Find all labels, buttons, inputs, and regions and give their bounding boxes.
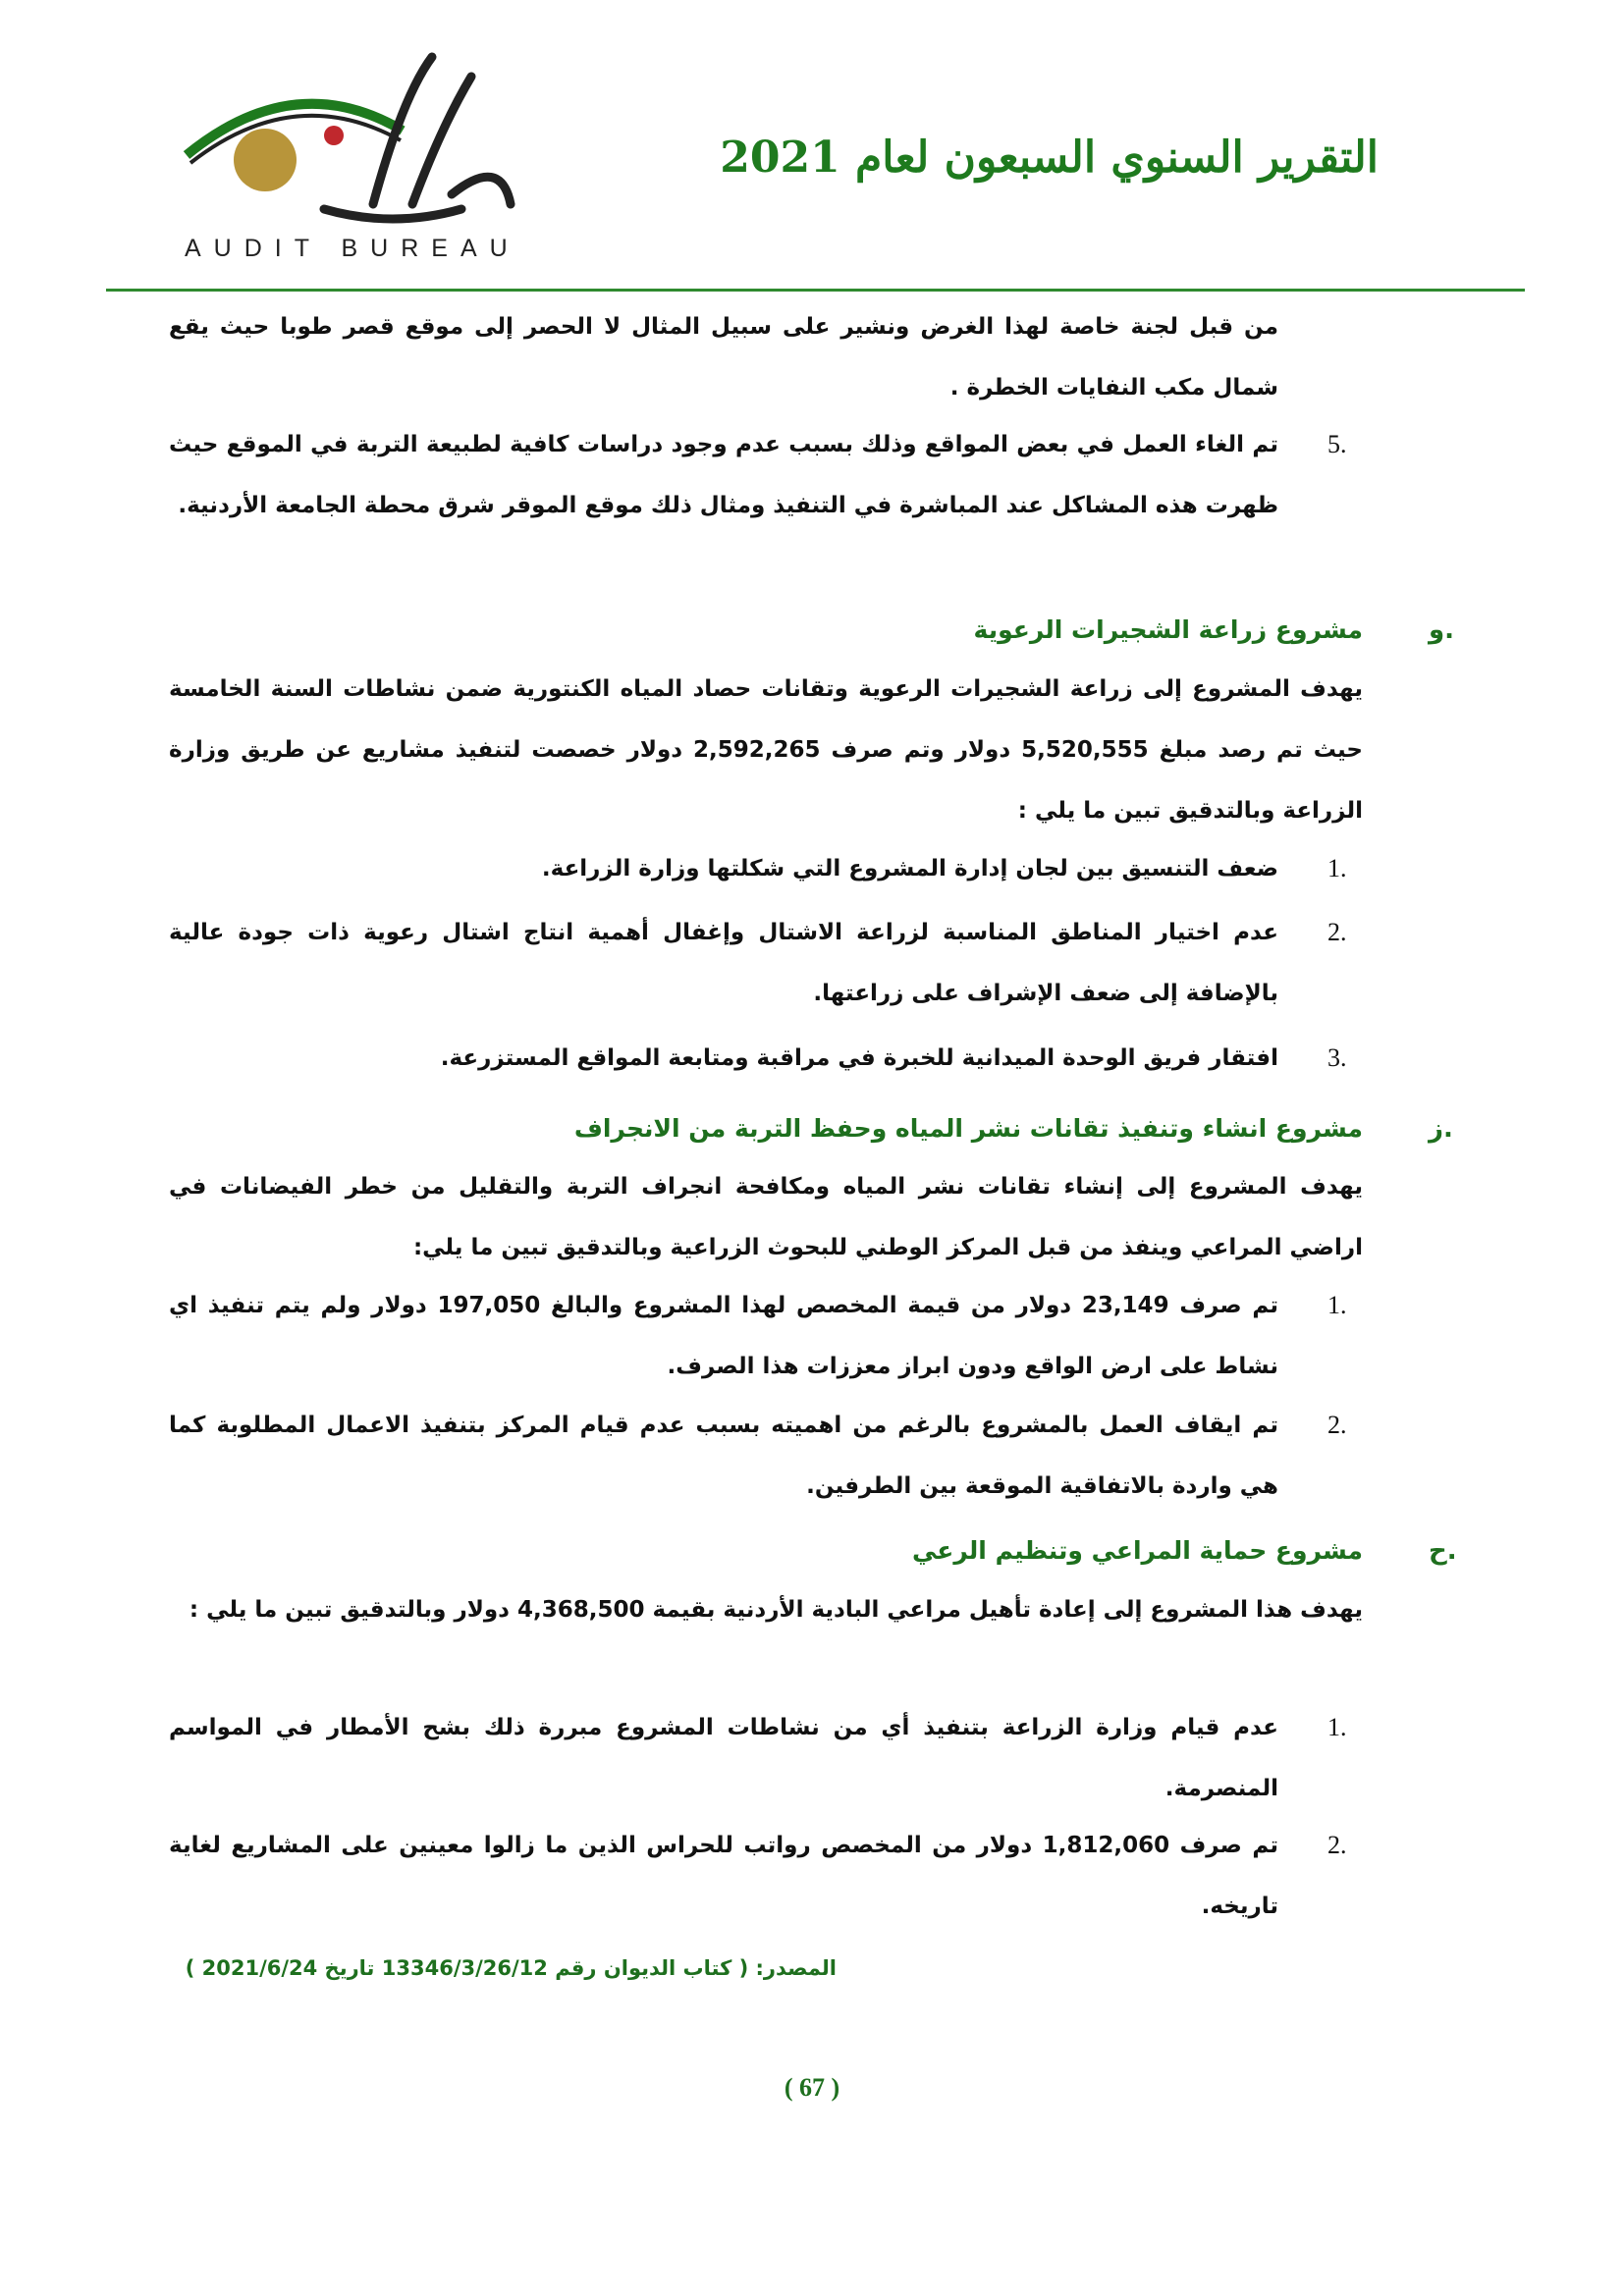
list-item: تم صرف 1,812,060 دولار من المخصص رواتب للحراس الذين ما زالوا معينين على المشاريع لغاية تاريخه. (169, 1833, 1278, 1919)
list-number: 2. (1327, 918, 1347, 946)
section-paragraph: يهدف المشروع إلى زراعة الشجيرات الرعوية وتقانات حصاد المياه الكنتورية ضمن نشاطات السنة الخامسة حيث تم رصد مبلغ 5,520,555 دولار وتم صرف 2,592,265 دولار خصصت لتنفيذ مشاريع عن طريق وزارة الزراعة وبالتدقيق تبين ما يلي : (169, 676, 1364, 824)
section-paragraph: يهدف هذا المشروع إلى إعادة تأهيل مراعي البادية الأردنية بقيمة 4,368,500 دولار وبالتدقيق تبين ما يلي : (189, 1597, 1363, 1623)
list-item: تم ايقاف العمل بالمشروع بالرغم من اهميته بسبب عدم قيام المركز بتنفيذ الاعمال المطلوبة كما هي واردة بالاتفاقية الموقعة بين الطرفين. (169, 1413, 1278, 1499)
list-item: افتقار فريق الوحدة الميدانية للخبرة في مراقبة ومتابعة المواقع المستزرعة. (440, 1045, 1278, 1071)
list-item: عدم قيام وزارة الزراعة بتنفيذ أي من نشاطات المشروع مبررة ذلك بشح الأمطار في المواسم المنصرمة. (169, 1715, 1278, 1801)
list-item: عدم اختيار المناطق المناسبة لزراعة الاشتال وإغفال أهمية انتاج اشتال رعوية ذات جودة عالية بالإضافة إلى ضعف الإشراف على زراعتها. (169, 920, 1278, 1006)
list-number: 1. (1327, 854, 1347, 882)
section-heading: مشروع زراعة الشجيرات الرعوية (973, 615, 1363, 644)
logo-emblem-icon (177, 37, 550, 234)
section-letter: و. (1429, 615, 1455, 645)
list-number: 3. (1327, 1043, 1347, 1072)
section-paragraph: يهدف المشروع إلى إنشاء تقانات نشر المياه ومكافحة انجراف التربة والتقليل من خطر الفيضانات في اراضي المراعي وينفذ من قبل المركز الوطني للبحوث الزراعية وبالتدقيق تبين ما يلي: (169, 1174, 1363, 1260)
header-divider (106, 289, 1525, 292)
list-item: ضعف التنسيق بين لجان إدارة المشروع التي شكلتها وزارة الزراعة. (541, 856, 1278, 881)
section-letter: ز. (1429, 1114, 1453, 1144)
source-citation: المصدر: ( كتاب الديوان رقم 13346/3/26/12 تاريخ 2021/6/24 ) (185, 1956, 837, 1980)
audit-bureau-logo (177, 37, 550, 263)
page-number: ( 67 ) (784, 2073, 840, 2102)
list-item: تم صرف 23,149 دولار من قيمة المخصص لهذا المشروع والبالغ 197,050 دولار ولم يتم تنفيذ اي نشاط على ارض الواقع ودون ابراز معززات هذا الصرف. (169, 1293, 1278, 1379)
logo-english-text: AUDIT BUREAU (185, 235, 520, 262)
report-title: التقرير السنوي السبعون لعام 2021 (720, 133, 1379, 183)
list-number: 1. (1327, 1713, 1347, 1741)
section-heading: مشروع حماية المراعي وتنظيم الرعي (912, 1536, 1363, 1565)
list-number: 1. (1327, 1291, 1347, 1319)
intro-continuation: من قبل لجنة خاصة لهذا الغرض ونشير على سبيل المثال لا الحصر إلى موقع قصر طوبا حيث يقع شمال مكب النفايات الخطرة . (169, 314, 1278, 400)
section-heading: مشروع انشاء وتنفيذ تقانات نشر المياه وحفظ التربة من الانجراف (573, 1114, 1363, 1143)
list-item: تم الغاء العمل في بعض المواقع وذلك بسبب عدم وجود دراسات كافية لطبيعة التربة في الموقع حيث ظهرت هذه المشاكل عند المباشرة في التنفيذ ومثال ذلك موقع الموقر شرق محطة الجامعة الأردنية. (169, 432, 1278, 518)
list-number: 5. (1327, 430, 1347, 458)
list-number: 2. (1327, 1411, 1347, 1439)
section-letter: ح. (1429, 1536, 1457, 1566)
list-number: 2. (1327, 1831, 1347, 1859)
